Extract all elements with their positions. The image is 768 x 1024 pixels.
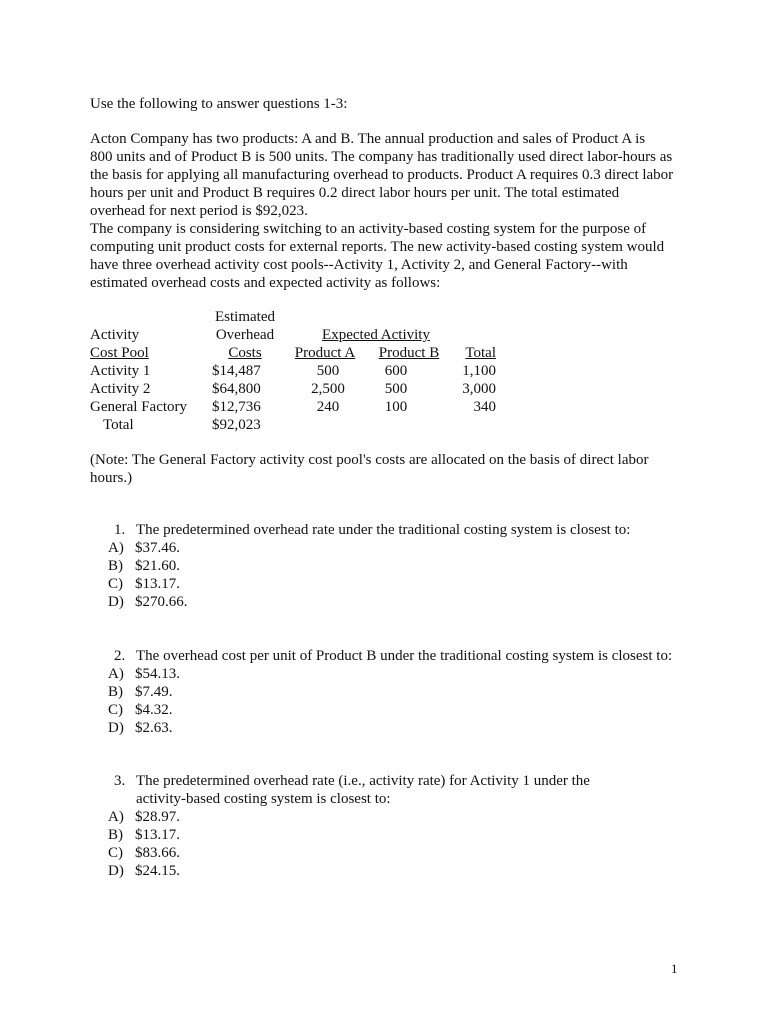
stem-line: The predetermined overhead rate under the traditional costing system is closest to: [136,522,631,538]
option-label: B) [108,558,123,574]
stem-line: The predetermined overhead rate (i.e., activity rate) for Activity 1 under the [136,773,590,789]
problem-paragraph [90,130,690,292]
option-value: $37.46. [135,540,180,556]
option-label: C) [108,576,123,592]
option-label: D) [108,720,124,736]
question-stem [136,772,696,808]
row-product-b: 600 [384,363,408,379]
row-pool: General Factory [90,399,188,415]
stem-line: The overhead cost per unit of Product B under the traditional costing system is closest to: [136,648,673,664]
row-total: 1,100 [462,363,496,379]
question-stem [136,521,696,539]
row-product-b: 500 [384,381,408,397]
option-value: $24.15. [135,863,180,879]
header-costs: Costs [228,345,262,361]
row-pool: Activity 1 [90,363,151,379]
option-label: B) [108,684,123,700]
row-product-a: 240 [316,399,340,415]
intro-text: Use the following to answer questions 1-3: [90,96,348,112]
total-cost: $92,023 [212,417,261,433]
header-activity: Activity [90,327,140,343]
option-label: B) [108,827,123,843]
paragraph-line: have three overhead activity cost pools--Activity 1, Activity 2, and General Factory--with [90,257,628,273]
option-value: $13.17. [135,576,180,592]
option-label: A) [108,540,124,556]
header-cost-pool: Cost Pool [90,345,149,361]
option-label: A) [108,666,124,682]
header-overhead: Overhead [215,327,275,343]
paragraph-line: estimated overhead costs and expected activity as follows: [90,275,441,291]
activity-cost-table [90,308,510,434]
question-stem [136,647,696,665]
paragraph-line: overhead for next period is $92,023. [90,203,308,219]
row-product-a: 2,500 [311,381,345,397]
question-number: 3. [114,773,126,789]
option-value: $83.66. [135,845,180,861]
option-value: $21.60. [135,558,180,574]
row-product-b: 100 [384,399,408,415]
stem-line: activity-based costing system is closest to: [136,791,391,807]
note-line: hours.) [90,470,133,486]
paragraph-line: computing unit product costs for external reports. The new activity-based costing system would [90,239,665,255]
paragraph-line: hours per unit and Product B requires 0.2 direct labor hours per unit. The total estimated [90,185,620,201]
header-expected-activity: Expected Activity [322,327,430,343]
option-value: $28.97. [135,809,180,825]
page-number: 1 [671,961,678,976]
header-total: Total [465,345,496,361]
header-product-b: Product B [378,345,440,361]
paragraph-line: Acton Company has two products: A and B. The annual production and sales of Product A is [90,131,646,147]
option-value: $54.13. [135,666,180,682]
note-line: (Note: The General Factory activity cost pool's costs are allocated on the basis of direct labor [90,452,649,468]
option-label: D) [108,594,124,610]
row-product-a: 500 [316,363,340,379]
option-value: $2.63. [135,720,173,736]
option-label: C) [108,702,123,718]
paragraph-line: the basis for applying all manufacturing overhead to products. Product A requires 0.3 direct labor [90,167,674,183]
paragraph-line: 800 units and of Product B is 500 units. The company has traditionally used direct labor-hours as [90,149,673,165]
header-estimated: Estimated [215,309,275,325]
option-value: $4.32. [135,702,173,718]
option-label: C) [108,845,123,861]
option-value: $270.66. [135,594,188,610]
row-total: 3,000 [462,381,496,397]
option-value: $13.17. [135,827,180,843]
allocation-note [90,451,690,487]
row-cost: $12,736 [212,399,261,415]
row-pool: Activity 2 [90,381,151,397]
row-cost: $64,800 [212,381,261,397]
row-total: 340 [473,399,496,415]
total-label: Total [103,417,134,433]
option-label: D) [108,863,124,879]
option-value: $7.49. [135,684,173,700]
question-number: 1. [114,522,126,538]
paragraph-line: The company is considering switching to an activity-based costing system for the purpose of [90,221,647,237]
option-label: A) [108,809,124,825]
question-number: 2. [114,648,126,664]
header-product-a: Product A [294,345,356,361]
row-cost: $14,487 [212,363,261,379]
